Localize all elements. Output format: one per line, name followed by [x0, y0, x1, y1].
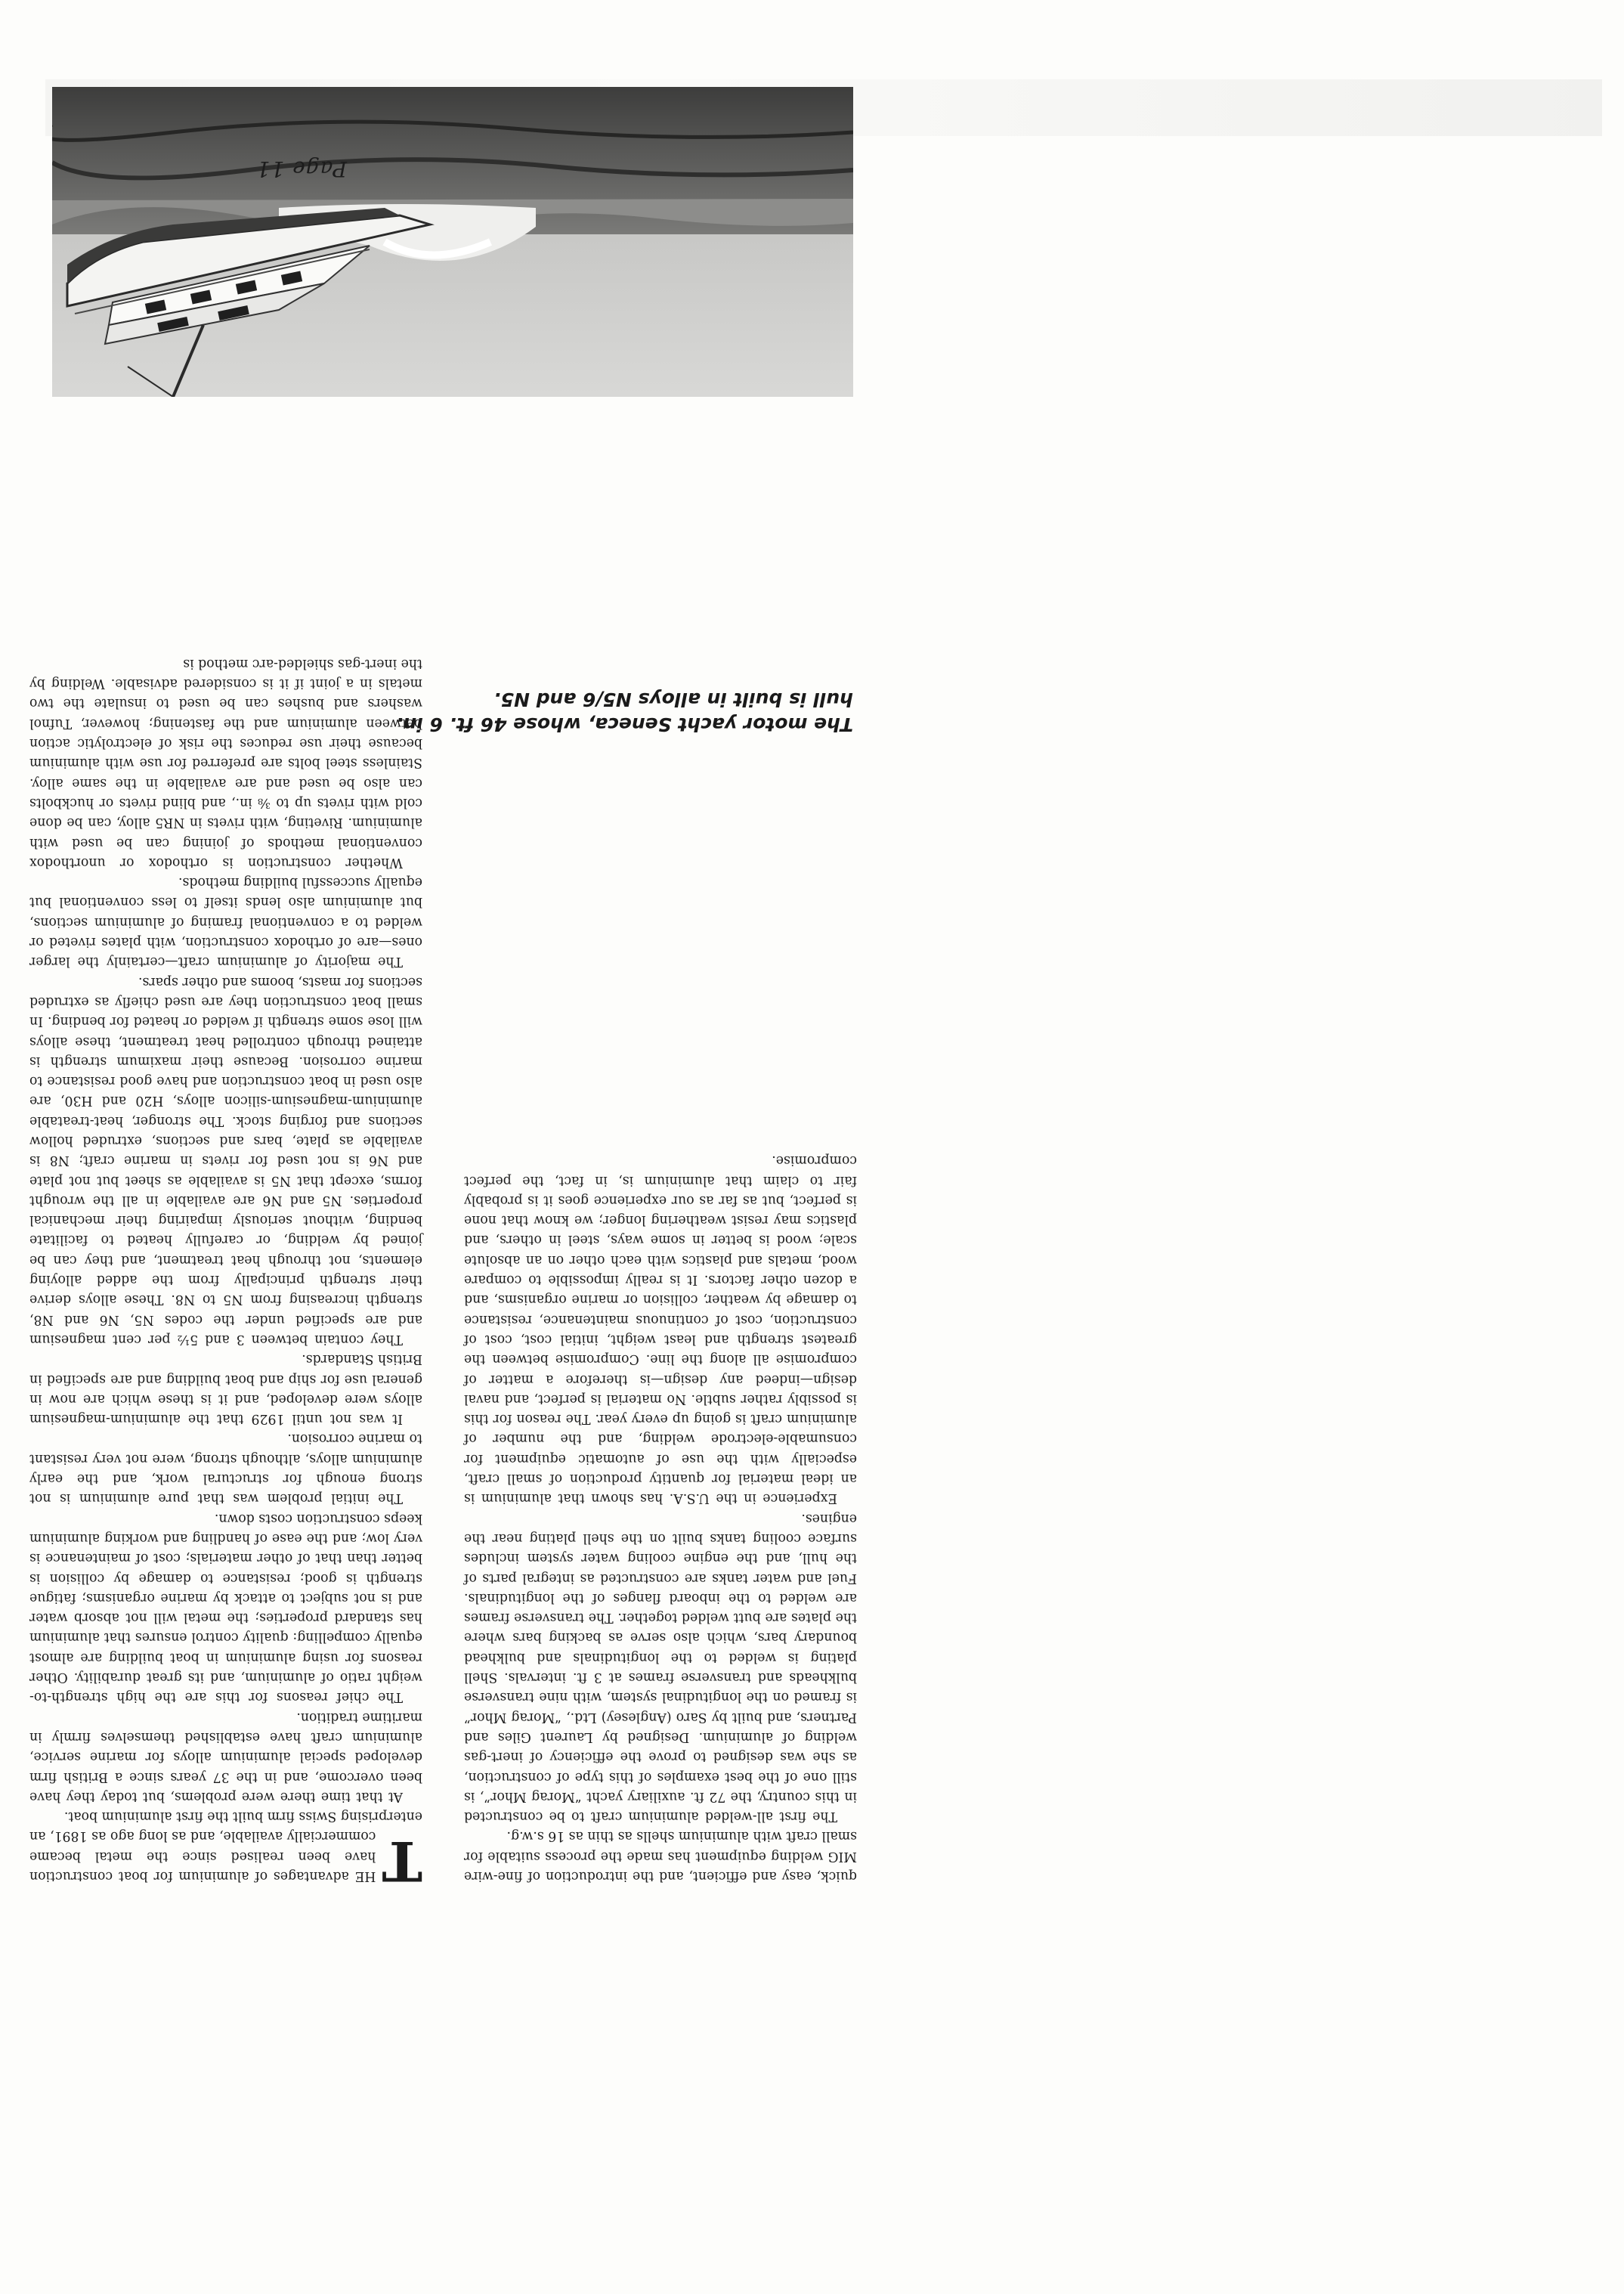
article-column-1: [29, 654, 422, 1893]
paragraph: At that time there were problems, but today they have been overcome, and in the 37 years since a British firm developed special aluminium alloys for marine service, aluminium craft have established themselves firmly in maritime tradition.: [29, 1709, 422, 1804]
paragraph: The chief reasons for this are the high strength-to-weight ratio of aluminium, and its great durability. Other reasons for using aluminium in boat building are almost equally compelling: quality control ensures that aluminium has standard properties; the metal will not absorb water and is not subject to attack by marine organisms; fatigue strength is good; resistance to damage by collision is better than that of other materials; cost of maintenance is very low; and the ease of handling and working aluminium keeps construction costs down.: [29, 1510, 422, 1705]
yacht-photo: [52, 87, 853, 397]
paragraph: quick, easy and efficient, and the introduction of fine-wire MIG welding equipment has made the process suitable for small craft with aluminium shells as thin as 16 s.w.g.: [464, 1828, 857, 1884]
paragraph: The initial problem was that pure aluminium is not strong enough for structural work, and the early aluminium alloys, although strong, were not very resistant to marine corrosion.: [29, 1431, 422, 1506]
article-column-2: [464, 1150, 857, 1886]
paragraph: They contain between 3 and 5½ per cent magnesium and are specified under the codes N5, N6 and N8, strength increasing from N5 to N8. These alloys derive their strength principally from the added alloying elements, not through heat treatment, and they can be joined by welding, or carefully heated to facilitate bending, without seriously impairing their mechanical properties. N5 and N6 are available in all the wrought forms, except that N5 is available as sheet but not plate and N6 is not used for rivets in marine craft; N8 is available as plate, bars and sections, extruded hollow sections and forging stock. The stronger, heat-treatable aluminium-magnesium-silicon alloys, H20 and H30, are also used in boat construction and have good resistance to marine corrosion. Because their maximum strength is attained through controlled heat treatment, these alloys will lose some strength if welded or heated for bending. In small boat construction they are used chiefly as extruded sections for masts, booms and other spars.: [29, 974, 422, 1347]
paragraph: The first all-welded aluminium craft to be constructed in this country, the 72 ft. auxiliary yacht “Morag Mhor”, is still one of the best examples of this type of construction, as she was designed to prove the efficiency of inert-gas welding of aluminium. Designed by Laurent Giles and Partners, and built by Saro (Anglesey) Ltd., “Morag Mhor” is framed on the longitudinal system, with nine transverse bulkheads and transverse frames at 3 ft. intervals. Shell plating is welded to the longitudinals and bulkhead boundary bars, which also serve as backing bars where the plates are butt welded together. The transverse frames are welded to the inboard flanges of the longitudinals. Fuel and water tanks are constructed as integral parts of the hull, and the engine cooling water system includes surface cooling tanks built on the shell plating near the engines.: [464, 1510, 857, 1825]
page-number: Page 11: [255, 156, 347, 181]
paragraph: It was not until 1929 that the aluminium-magnesium alloys were developed, and it is these which are now in general use for ship and boat building and are specified in British Standards.: [29, 1351, 422, 1427]
drop-cap: T: [382, 1829, 422, 1893]
paragraph: Whether construction is orthodox or unorthodox conventional methods of joining can be used with aluminium. Riveting, with rivets in NR5 alloy, can be done cold with rivets up to ⅜ in., and blind rivets or huckbolts can also be used and are available in the same alloy. Stainless steel bolts are preferred for use with aluminium because their use reduces the risk of electrolytic action between aluminium and the fastening; however, Tufnol washers and bushes can be used to insulate the two metals in a joint if it is considered advisable. Welding by the inert-gas shielded-arc method is: [29, 655, 422, 870]
photo-caption: The motor yacht Seneca, whose 46 ft. 6 in. hull is built in alloys N5/6 and N5.: [395, 689, 853, 735]
paragraph: T HE advantages of aluminium for boat construction have been realised since the metal became commercially available, and as long ago as 1891, an enterprising Swiss firm built the first aluminium boat.: [29, 1809, 422, 1893]
paragraph: The majority of aluminium craft—certainly the larger ones—are of orthodox construction, with plates riveted or welded to a conventional framing of aluminium sections, but aluminium also lends itself to less conventional but equally successful building methods.: [29, 875, 422, 970]
paragraph: Experience in the U.S.A. has shown that aluminium is an ideal material for quantity production of small craft, especially with the use of automatic equipment for consumable-electrode welding, and the number of aluminium craft is going up every year. The reason for this is possibly rather subtle. No material is perfect, and naval design—indeed any design—is therefore a matter of compromise all along the line. Compromise between the greatest strength and least weight, initial cost, cost of construction, cost of continuous maintenance, resistance to damage by weather, collision or marine organisms, and a dozen other factors. It is really impossible to compare wood, metals and plastics with each other on an absolute scale; wood is better in some ways, steel in others, and plastics may resist weathering longer; we know that none is perfect, but as far as our experience goes it is probably fair to claim that aluminium is, in fact, the perfect compromise.: [464, 1153, 857, 1506]
